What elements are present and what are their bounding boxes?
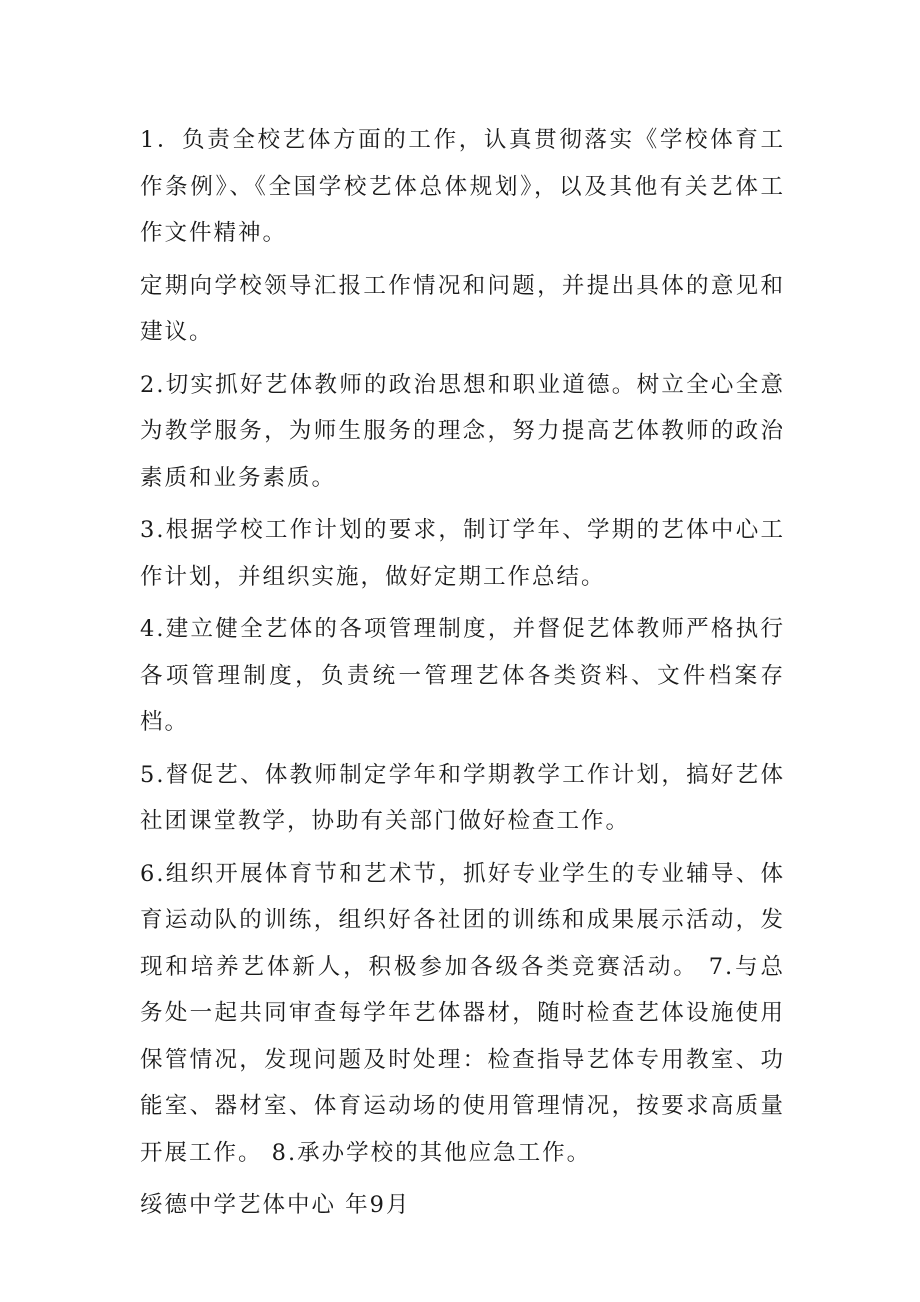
- paragraph-duty-5: 5.督促艺、体教师制定学年和学期教学工作计划，搞好艺体社团课堂教学，协助有关部门做好检查工作。: [140, 761, 785, 834]
- paragraph-duty-3: 3.根据学校工作计划的要求，制订学年、学期的艺体中心工作计划，并组织实施，做好定期工作总结。: [140, 517, 785, 590]
- paragraph-duty-1: 1．负责全校艺体方面的工作，认真贯彻落实《学校体育工作条例》、《全国学校艺体总体规划》，以及其他有关艺体工作文件精神。: [140, 127, 785, 246]
- paragraph-duty-4: 4.建立健全艺体的各项管理制度，并督促艺体教师严格执行各项管理制度，负责统一管理艺体各类资料、文件档案存档。: [140, 616, 785, 735]
- document-body: [140, 117, 785, 1235]
- signature-line: 绥德中学艺体中心 年9月: [140, 1192, 411, 1218]
- paragraph-duty-2: 2.切实抓好艺体教师的政治思想和职业道德。树立全心全意为教学服务，为师生服务的理念，努力提高艺体教师的政治素质和业务素质。: [140, 371, 785, 491]
- paragraph-duty-6-8: 6.组织开展体育节和艺术节，抓好专业学生的专业辅导、体育运动队的训练，组织好各社团的训练和成果展示活动，发现和培养艺体新人，积极参加各级各类竞赛活动。 7.与总务处一起共同审查每学年艺体器材，随时检查艺体设施使用保管情况，发现问题及时处理：检查指导艺体专用教室、功能室、器材室、体育运动场的使用管理情况，按要求高质量开展工作。 8.承办学校的其他应急工作。: [140, 860, 785, 1166]
- paragraph-report: 定期向学校领导汇报工作情况和问题，并提出具体的意见和建议。: [140, 272, 785, 345]
